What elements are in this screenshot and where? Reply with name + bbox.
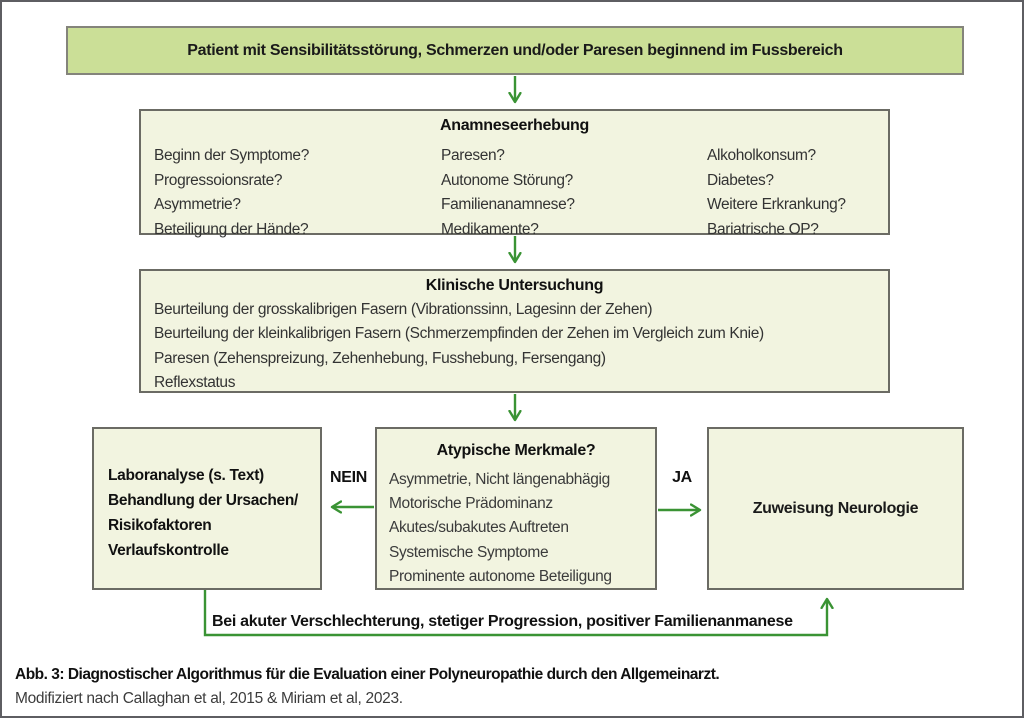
klinische-item: Paresen (Zehenspreizung, Zehenhebung, Fusshebung, Fersengang) (154, 349, 606, 367)
anamnese-item: Autonome Störung? (441, 171, 573, 189)
anamnese-item: Paresen? (441, 147, 505, 164)
anamnese-node (139, 109, 890, 238)
anamnese-column-1 (154, 144, 309, 242)
laboranalyse-item: Laboranalyse (s. Text) (108, 467, 264, 484)
laboranalyse-node (92, 427, 322, 590)
klinische-untersuchung-node (139, 269, 890, 393)
laboranalyse-body (108, 463, 298, 563)
laboranalyse-item: Behandlung der Ursachen/ (108, 492, 299, 509)
anamnese-item: Beginn der Symptome? (154, 147, 309, 164)
anamnese-item: Medikamente? (441, 220, 539, 238)
anamnese-item: Beteiligung der Hände? (154, 220, 309, 238)
laboranalyse-item: Risikofaktoren (108, 517, 212, 534)
atypische-item: Akutes/subakutes Auftreten (389, 519, 569, 537)
start-node (66, 26, 964, 75)
zuweisung-neurologie-node (707, 427, 964, 590)
caption-title: Abb. 3: Diagnostischer Algorithmus für die Evaluation einer Polyneuropathie durch den Allgemeinarzt. (15, 666, 720, 683)
caption-source: Modifiziert nach Callaghan et al, 2015 & Miriam et al, 2023. (15, 690, 403, 707)
atypische-item: Asymmetrie, Nicht längenabhägig (389, 471, 610, 488)
klinische-title: Klinische Untersuchung (425, 277, 604, 294)
anamnese-item: Alkoholkonsum? (707, 147, 816, 164)
atypische-item: Prominente autonome Beteiligung (389, 567, 612, 585)
anamnese-item: Bariatrische OP? (707, 220, 819, 238)
neurologie-text: Zuweisung Neurologie (752, 499, 919, 517)
atypische-item: Motorische Prädominanz (389, 495, 553, 513)
klinische-body (154, 298, 764, 395)
anamnese-item: Progressoionsrate? (154, 171, 283, 189)
anamnese-item: Weitere Erkrankung? (707, 196, 846, 213)
anamnese-item: Familienanamnese? (441, 196, 575, 213)
anamnese-item: Asymmetrie? (154, 196, 241, 213)
atypische-merkmale-node (375, 427, 657, 590)
atypische-item: Systemische Symptome (389, 543, 549, 561)
anamnese-column-2 (441, 144, 575, 242)
figure-caption (15, 666, 719, 708)
laboranalyse-item: Verlaufskontrolle (108, 542, 229, 559)
klinische-item: Beurteilung der grosskalibrigen Fasern (Vibrationssinn, Lagesinn der Zehen) (154, 301, 653, 318)
atypische-title: Atypische Merkmale? (436, 442, 596, 459)
edge-label-bypass: Bei akuter Verschlechterung, stetiger Progression, positiver Familienanmanese (212, 613, 793, 630)
edge-label-ja: JA (672, 469, 692, 486)
klinische-item: Reflexstatus (154, 373, 236, 391)
anamnese-title: Anamneseerhebung (439, 117, 589, 134)
start-node-text: Patient mit Sensibilitätsstörung, Schmerzen und/oder Paresen beginnend im Fussbereich (187, 41, 843, 59)
klinische-item: Beurteilung der kleinkalibrigen Fasern (Schmerzempfinden der Zehen im Vergleich zum Knie) (154, 325, 764, 343)
anamnese-item: Diabetes? (707, 171, 774, 189)
atypische-body (389, 468, 612, 589)
anamnese-column-3 (707, 144, 846, 242)
edge-label-nein: NEIN (329, 469, 368, 486)
